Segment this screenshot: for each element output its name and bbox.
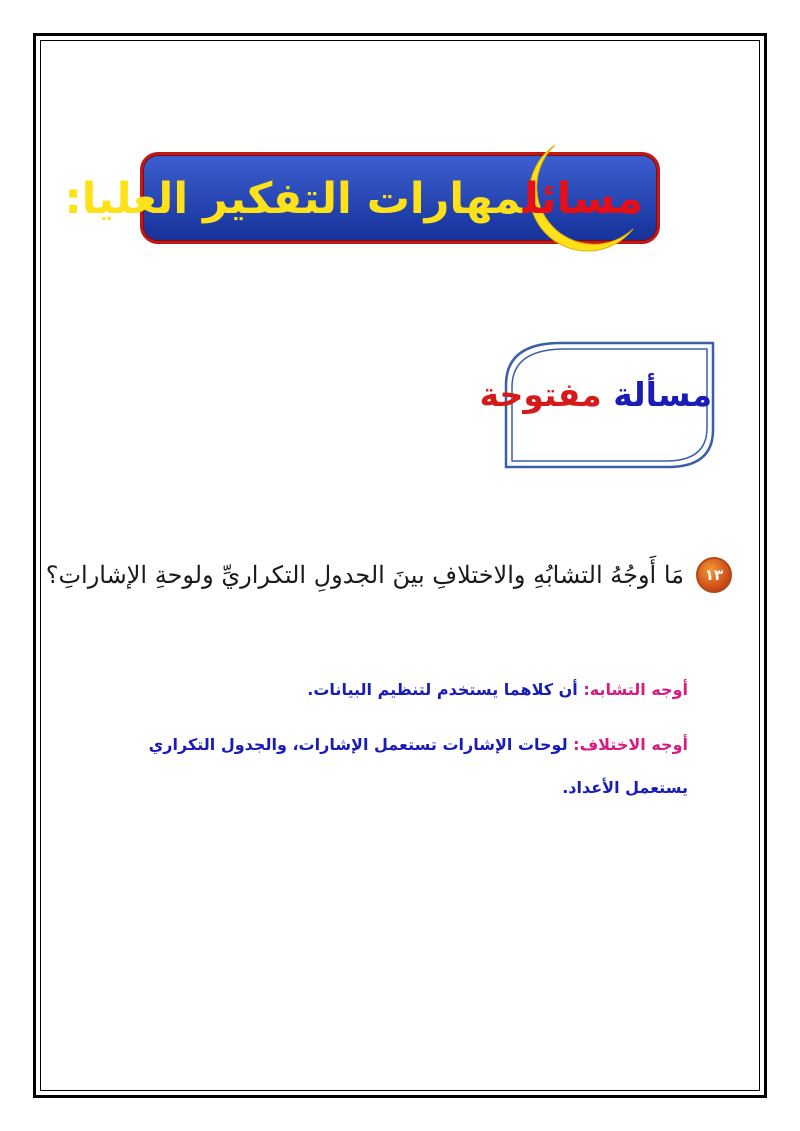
difference-text-continued: يستعمل الأعداد. bbox=[562, 778, 688, 797]
answer-similarity bbox=[307, 680, 688, 699]
answer-difference bbox=[149, 735, 688, 754]
similarity-label: أوجه التشابه: bbox=[583, 680, 688, 699]
open-question-word1: مسألة bbox=[613, 375, 712, 414]
difference-text: لوحات الإشارات تستعمل الإشارات، والجدول التكراري bbox=[148, 735, 568, 754]
title-banner bbox=[64, 152, 660, 244]
similarity-text: أن كلاهما يستخدم لتنظيم البيانات. bbox=[307, 680, 578, 699]
difference-label: أوجه الاختلاف: bbox=[573, 735, 688, 754]
open-question-label bbox=[480, 375, 712, 414]
question-number-badge: ١٣ bbox=[696, 557, 732, 593]
banner-title bbox=[64, 163, 643, 235]
question-text: مَا أَوجُهُ التشابُهِ والاختلافِ بينَ الجدولِ التكراريِّ ولوحةِ الإشاراتِ؟ bbox=[45, 561, 684, 589]
banner-word-yellow: مهارات التفكير العليا: bbox=[64, 174, 523, 224]
answer-difference-continued bbox=[562, 778, 688, 797]
banner-word-red: مسائل bbox=[522, 174, 643, 224]
question-row bbox=[46, 552, 732, 598]
open-question-word2: مفتوحة bbox=[479, 375, 602, 414]
